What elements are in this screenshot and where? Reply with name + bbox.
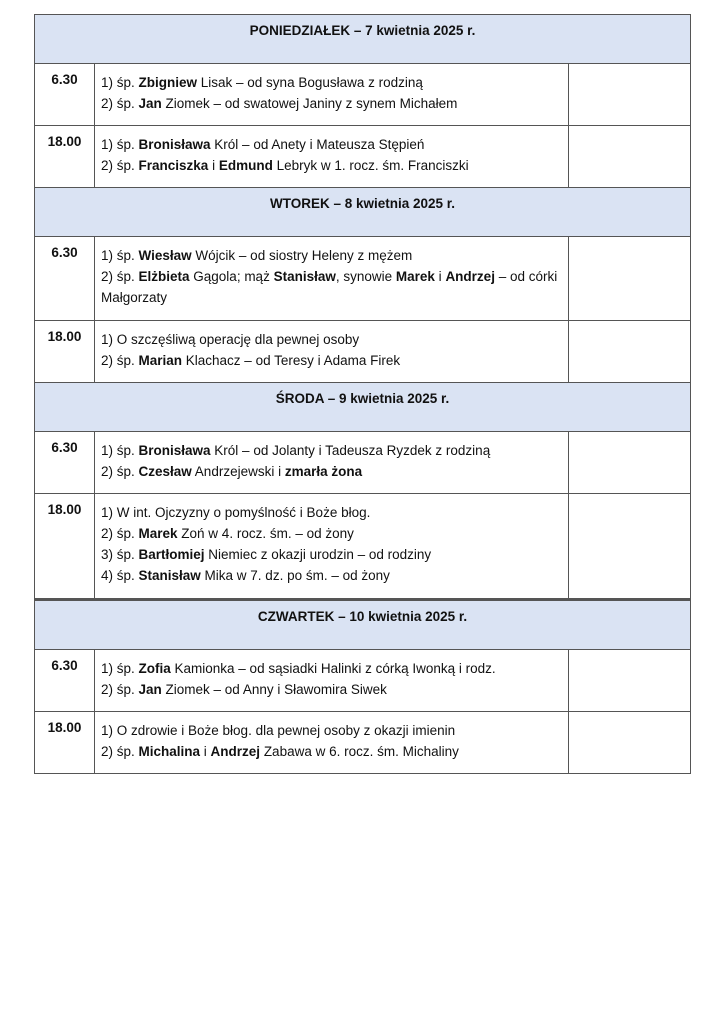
intention-line	[101, 329, 562, 350]
notes-cell	[569, 126, 691, 188]
mass-row	[35, 432, 691, 494]
mass-intentions	[95, 64, 569, 126]
mass-intentions	[95, 321, 569, 383]
intention-text: i	[208, 158, 219, 173]
intention-name: Bartłomiej	[138, 547, 205, 562]
day-title: PONIEDZIAŁEK – 7 kwietnia 2025 r.	[249, 23, 476, 38]
day-header-cell	[35, 15, 691, 64]
intention-text: 2) śp.	[101, 682, 139, 697]
intention-text: 2) śp.	[101, 158, 139, 173]
mass-time: 18.00	[35, 712, 95, 774]
intention-name: Marek	[138, 526, 178, 541]
intention-line	[101, 72, 562, 93]
mass-intentions	[95, 712, 569, 774]
intention-text: Lebryk w 1. rocz. śm. Franciszki	[272, 158, 469, 173]
mass-row	[35, 494, 691, 600]
intention-name: Zofia	[138, 661, 171, 676]
intention-name: Stanisław	[138, 568, 201, 583]
day-header-cell	[35, 383, 691, 432]
notes-cell	[569, 64, 691, 126]
intention-line	[101, 679, 562, 700]
intention-name: Andrzej	[210, 744, 261, 759]
mass-row	[35, 126, 691, 188]
intention-name: Marek	[395, 269, 435, 284]
intention-text: Lisak – od syna Bogusława z rodziną	[197, 75, 423, 90]
intention-name: Jan	[138, 96, 162, 111]
intention-line	[101, 544, 562, 565]
intention-text: 1) O szczęśliwą operację dla pewnej osoby	[101, 332, 360, 347]
intention-name: Jan	[138, 682, 162, 697]
mass-intentions	[95, 650, 569, 712]
intention-line	[101, 134, 562, 155]
intention-line	[101, 461, 562, 482]
day-header-row	[35, 15, 691, 64]
intention-line	[101, 440, 562, 461]
mass-row	[35, 237, 691, 321]
notes-cell	[569, 494, 691, 600]
day-header-cell	[35, 600, 691, 650]
mass-row	[35, 712, 691, 774]
intention-text: Gągola; mąż	[189, 269, 274, 284]
intention-text: 2) śp.	[101, 269, 139, 284]
intention-name: Elżbieta	[138, 269, 190, 284]
intention-text: 1) śp.	[101, 137, 139, 152]
intention-text: 3) śp.	[101, 547, 139, 562]
intention-text: Mika w 7. dz. po śm. – od żony	[200, 568, 390, 583]
intention-line	[101, 720, 562, 741]
intention-name: Andrzej	[445, 269, 495, 284]
intention-name: Michalina	[138, 744, 201, 759]
intention-line	[101, 523, 562, 544]
notes-cell	[569, 237, 691, 321]
intention-text: 2) śp.	[101, 464, 139, 479]
intention-text: Klachacz – od Teresy i Adama Firek	[182, 353, 401, 368]
intention-text: Wójcik – od siostry Heleny z mężem	[191, 248, 413, 263]
intention-name: Zbigniew	[138, 75, 198, 90]
intention-text: 1) śp.	[101, 443, 139, 458]
mass-intentions	[95, 126, 569, 188]
intention-text: i	[200, 744, 211, 759]
intention-text: , synowie	[335, 269, 396, 284]
mass-time: 18.00	[35, 494, 95, 600]
intention-text: Ziomek – od swatowej Janiny z synem Michałem	[161, 96, 458, 111]
intention-line	[101, 93, 562, 114]
intention-line	[101, 266, 562, 308]
intention-name: Bronisława	[138, 443, 211, 458]
mass-time: 6.30	[35, 64, 95, 126]
intention-text: 2) śp.	[101, 526, 139, 541]
day-title: ŚRODA – 9 kwietnia 2025 r.	[275, 391, 450, 406]
mass-time: 6.30	[35, 237, 95, 321]
intention-text: Niemiec z okazji urodzin – od rodziny	[204, 547, 432, 562]
intention-name: Franciszka	[138, 158, 209, 173]
intention-text: 2) śp.	[101, 744, 139, 759]
intention-name: Wiesław	[138, 248, 192, 263]
intention-line	[101, 245, 562, 266]
intention-text: 2) śp.	[101, 96, 139, 111]
mass-row	[35, 650, 691, 712]
intention-name: Bronisława	[138, 137, 211, 152]
day-title: WTOREK – 8 kwietnia 2025 r.	[269, 196, 456, 211]
mass-intentions	[95, 237, 569, 321]
day-header-row	[35, 600, 691, 650]
intention-text: – od córki Małgorzaty	[101, 269, 558, 305]
intention-text: 2) śp.	[101, 353, 139, 368]
intention-line	[101, 658, 562, 679]
intention-name: Marian	[138, 353, 183, 368]
day-header-cell	[35, 188, 691, 237]
intention-text: 1) śp.	[101, 75, 139, 90]
intention-name: Edmund	[218, 158, 273, 173]
mass-time: 18.00	[35, 126, 95, 188]
mass-schedule-table	[34, 14, 691, 774]
intention-line	[101, 502, 562, 523]
intention-text: Andrzejewski i	[191, 464, 285, 479]
intention-line	[101, 565, 562, 586]
intention-text: i	[434, 269, 446, 284]
intention-text: Ziomek – od Anny i Sławomira Siwek	[161, 682, 387, 697]
day-header-row	[35, 188, 691, 237]
mass-time: 6.30	[35, 432, 95, 494]
intention-text: 1) śp.	[101, 248, 139, 263]
mass-time: 6.30	[35, 650, 95, 712]
intention-text: Zoń w 4. rocz. śm. – od żony	[177, 526, 354, 541]
intention-name: Stanisław	[273, 269, 336, 284]
day-header-row	[35, 383, 691, 432]
intention-text: 1) śp.	[101, 661, 139, 676]
intention-text: 1) W int. Ojczyzny o pomyślność i Boże błog.	[101, 505, 371, 520]
intention-line	[101, 741, 562, 762]
mass-time: 18.00	[35, 321, 95, 383]
mass-row	[35, 321, 691, 383]
intention-text: Kamionka – od sąsiadki Halinki z córką Iwonką i rodz.	[170, 661, 496, 676]
intention-text: Zabawa w 6. rocz. śm. Michaliny	[260, 744, 459, 759]
notes-cell	[569, 650, 691, 712]
intention-line	[101, 350, 562, 371]
notes-cell	[569, 432, 691, 494]
intention-text: Król – od Anety i Mateusza Stępień	[210, 137, 425, 152]
intention-line	[101, 155, 562, 176]
intention-name: zmarła żona	[284, 464, 363, 479]
intention-text: Król – od Jolanty i Tadeusza Ryzdek z rodziną	[210, 443, 491, 458]
intention-text: 1) O zdrowie i Boże błog. dla pewnej osoby z okazji imienin	[101, 723, 456, 738]
intention-text: 4) śp.	[101, 568, 139, 583]
notes-cell	[569, 712, 691, 774]
mass-row	[35, 64, 691, 126]
notes-cell	[569, 321, 691, 383]
day-title: CZWARTEK – 10 kwietnia 2025 r.	[257, 609, 468, 624]
mass-intentions	[95, 432, 569, 494]
mass-schedule-page	[34, 14, 690, 774]
intention-name: Czesław	[138, 464, 192, 479]
mass-intentions	[95, 494, 569, 600]
